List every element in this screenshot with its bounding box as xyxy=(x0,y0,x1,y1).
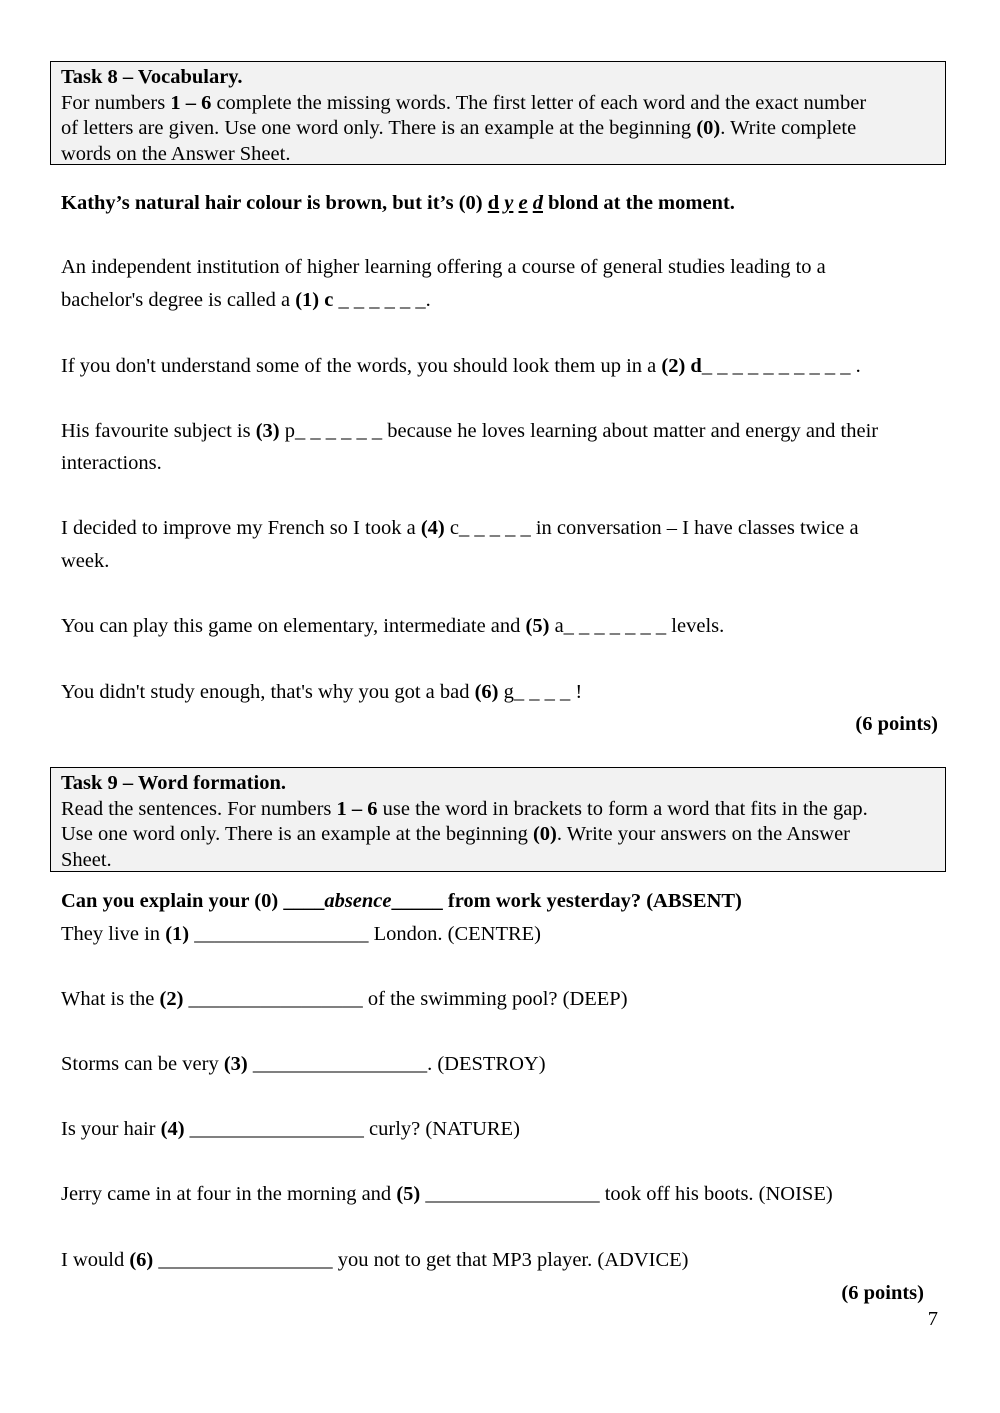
task8-question-5 xyxy=(61,615,724,638)
example-text: Kathy’s natural hair colour is brown, but it’s (0) xyxy=(61,192,488,214)
question-number: (6) xyxy=(474,681,499,703)
question-number: (2) d xyxy=(661,355,702,377)
task8-question-4-cont xyxy=(61,550,109,573)
question-text: His favourite subject is xyxy=(61,420,256,442)
instr-text: . Write your answers on the Answer xyxy=(556,823,850,845)
task8-title: Task 8 – Vocabulary. xyxy=(61,66,243,88)
example-letter: y xyxy=(504,192,514,214)
instr-text: Read the sentences. For numbers xyxy=(61,797,337,820)
question-text: An independent institution of higher learning offering a course of general studies leading to a xyxy=(61,256,826,278)
question-text: bachelor's degree is called a xyxy=(61,289,296,311)
example-text: from work yesterday? (ABSENT) xyxy=(442,890,742,912)
example-letter: d xyxy=(532,192,543,214)
example-text: blond at the moment. xyxy=(543,192,735,214)
task9-instructions xyxy=(61,797,935,874)
instr-text: words on the Answer Sheet. xyxy=(61,142,291,165)
question-text: What is the xyxy=(61,988,160,1010)
instr-example-ref: (0) xyxy=(696,117,721,139)
example-gap: ____ xyxy=(283,890,325,912)
question-text: Storms can be very xyxy=(61,1053,224,1075)
task9-points: (6 points) xyxy=(841,1282,924,1304)
task9-title: Task 9 – Word formation. xyxy=(61,772,286,794)
task8-instructions-box xyxy=(50,61,946,165)
task9-question-6 xyxy=(61,1249,688,1272)
page-number: 7 xyxy=(927,1308,938,1330)
task8-question-1-cont xyxy=(61,289,431,312)
answer-gap[interactable]: _________________. (DESTROY) xyxy=(247,1053,546,1075)
instr-example-ref: (0) xyxy=(532,823,557,845)
task8-question-3-cont xyxy=(61,452,162,475)
answer-gap[interactable]: _________________ London. (CENTRE) xyxy=(189,923,541,945)
task8-question-1 xyxy=(61,256,826,279)
instr-text: Sheet. xyxy=(61,848,112,871)
answer-gap[interactable]: c_ _ _ _ _ in conversation – I have classes twice a xyxy=(444,517,859,539)
example-text: Can you explain your (0) xyxy=(61,890,284,912)
question-text: I would xyxy=(61,1249,130,1271)
task9-example xyxy=(61,890,742,913)
answer-gap[interactable]: _________________ of the swimming pool? (DEEP) xyxy=(183,988,628,1010)
question-text: You didn't study enough, that's why you got a bad xyxy=(61,681,475,703)
question-number: (2) xyxy=(159,988,184,1010)
answer-gap[interactable]: _ _ _ _ _ _. xyxy=(333,289,431,311)
question-number: (4) xyxy=(420,517,445,539)
question-text: I decided to improve my French so I took a xyxy=(61,517,421,539)
instr-text: complete the missing words. The first letter of each word and the exact number xyxy=(211,91,867,114)
task9-instructions-box xyxy=(50,767,946,872)
instr-text: of letters are given. Use one word only. There is an example at the beginning xyxy=(61,117,697,139)
example-gap: _____ xyxy=(391,890,443,912)
question-number: (5) xyxy=(525,615,550,637)
answer-gap[interactable]: _________________ took off his boots. (NOISE) xyxy=(420,1183,833,1205)
question-number: (5) xyxy=(396,1183,421,1205)
instr-text: Use one word only. There is an example at the beginning xyxy=(61,823,533,845)
task9-question-2 xyxy=(61,988,628,1011)
task9-question-1 xyxy=(61,923,541,946)
answer-gap[interactable]: _ _ _ _ _ _ _ _ _ _ . xyxy=(701,355,861,377)
task8-question-6 xyxy=(61,681,582,704)
task8-question-4 xyxy=(61,517,859,540)
instr-text: . Write complete xyxy=(720,117,857,139)
instr-text: use the word in brackets to form a word that fits in the gap. xyxy=(377,797,868,820)
question-number: (3) xyxy=(255,420,280,442)
question-text: They live in xyxy=(61,923,166,945)
answer-gap[interactable]: p_ _ _ _ _ _ because he loves learning about matter and energy and their xyxy=(279,420,879,442)
question-text: Jerry came in at four in the morning and xyxy=(61,1183,397,1205)
answer-gap[interactable]: a_ _ _ _ _ _ _ levels. xyxy=(549,615,725,637)
example-letter: e xyxy=(518,192,528,214)
example-letter: d xyxy=(487,192,500,214)
question-number: (4) xyxy=(160,1118,185,1140)
example-answer: absence xyxy=(324,890,392,912)
question-number: (1) c xyxy=(295,289,334,311)
task8-instructions xyxy=(61,91,935,168)
task9-question-3 xyxy=(61,1053,546,1076)
instr-range: 1 – 6 xyxy=(336,797,378,820)
question-text: interactions. xyxy=(61,452,162,474)
task8-points: (6 points) xyxy=(855,713,938,735)
question-number: (1) xyxy=(165,923,190,945)
task9-question-5 xyxy=(61,1183,833,1206)
question-text: week. xyxy=(61,550,110,572)
task8-question-2 xyxy=(61,355,861,378)
answer-gap[interactable]: _________________ curly? (NATURE) xyxy=(184,1118,520,1140)
instr-text: For numbers xyxy=(61,91,171,114)
instr-range: 1 – 6 xyxy=(170,91,212,114)
question-text: If you don't understand some of the words, you should look them up in a xyxy=(61,355,662,377)
task9-question-4 xyxy=(61,1118,520,1141)
answer-gap[interactable]: _________________ you not to get that MP3 player. (ADVICE) xyxy=(153,1249,689,1271)
question-number: (6) xyxy=(129,1249,154,1271)
task8-question-3 xyxy=(61,420,878,443)
question-text: You can play this game on elementary, intermediate and xyxy=(61,615,526,637)
answer-gap[interactable]: g_ _ _ _ ! xyxy=(498,681,583,703)
task8-example xyxy=(61,192,735,215)
question-number: (3) xyxy=(223,1053,248,1075)
question-text: Is your hair xyxy=(61,1118,161,1140)
